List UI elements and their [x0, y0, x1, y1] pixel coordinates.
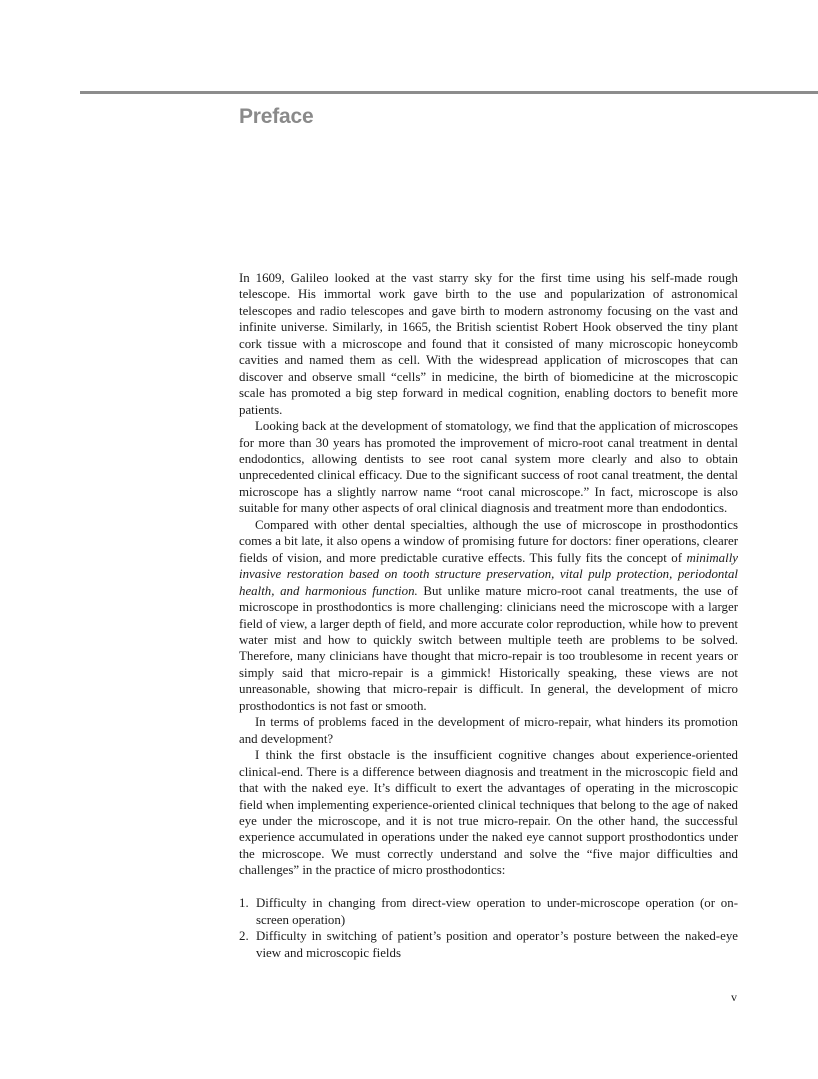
list-item-number: 2.: [239, 929, 249, 944]
paragraph-2: Looking back at the development of stomatology, we find that the application of microscopes for more than 30 years has promoted the improvement of micro-root canal treatment in dental endodontics, allowing dentists to see root canal system more clearly and also to obtain unprecedented clinical efficacy. Due to the significant success of root canal treatment, the dental microscope has a slightly narrow name “root canal microscope.” In fact, microscope is also suitable for many other aspects of oral clinical diagnosis and treatment more than endodontics.: [239, 419, 738, 516]
paragraph-3-start: Compared with other dental specialties, although the use of microscope in prosthodontics comes a bit late, it also opens a window of promising future for doctors: finer operations, clearer fields of vision, and more predictable curative effects. This fully fits the concept of: [239, 517, 738, 565]
list-item: [239, 928, 738, 961]
paragraph-3-end: But unlike mature micro-root canal treatments, the use of microscope in prosthodontics is more challenging: clinicians need the microscope with a larger field of view, a larger depth of field, and more accurate color reproduction, while how to prevent water mist and how to quickly switch between multiple teeth are problems to be solved. Therefore, many clinicians have thought that micro-repair is too troublesome in recent years or simply said that micro-repair is a gimmick! Historically speaking, these views are not unreasonable, showing that micro-repair is difficult. In general, the development of micro prosthodontics is not fast or smooth.: [239, 583, 738, 713]
paragraph-1: In 1609, Galileo looked at the vast starry sky for the first time using his self-made rough telescope. His immortal work gave birth to the use and popularization of astronomical telescopes and radio telescopes and gave birth to modern astronomy focusing on the vast and infinite universe. Similarly, in 1665, the British scientist Robert Hook observed the tiny plant cork tissue with a microscope and found that it consisted of many microscopic honeycomb cavities and named them as cell. With the widespread application of microscopes that can discover and observe small “cells” in medicine, the birth of biomedicine at the microscopic scale has promoted a big step forward in medical cognition, enabling doctors to benefit more patients.: [239, 271, 738, 417]
list-item-text: Difficulty in changing from direct-view operation to under-microscope operation (or on-screen operation): [256, 896, 738, 927]
paragraph-3: [239, 517, 738, 714]
list-item-text: Difficulty in switching of patient’s position and operator’s posture between the naked-eye view and microscopic fields: [256, 929, 738, 960]
paragraph-4: In terms of problems faced in the development of micro-repair, what hinders its promotion and development?: [239, 715, 738, 746]
body-text: [239, 270, 738, 961]
paragraph-3-italic: minimally invasive restoration based on tooth structure preservation, vital pulp protection, periodontal health, and harmonious function.: [239, 550, 738, 598]
list-item-number: 1.: [239, 896, 249, 911]
paragraph-5: I think the first obstacle is the insufficient cognitive changes about experience-oriented clinical-end. There is a difference between diagnosis and treatment in the microscopic field and that with the naked eye. It’s difficult to exert the advantages of operating in the microscopic field when implementing experience-oriented clinical techniques that belong to the age of naked eye under the microscope, and it is not true micro-repair. On the other hand, the successful experience accumulated in operations under the naked eye cannot support prosthodontics under the microscope. We must correctly understand and solve the “five major difficulties and challenges” in the practice of micro prosthodontics:: [239, 748, 738, 878]
list-item: [239, 895, 738, 928]
top-rule: [80, 91, 818, 94]
difficulties-list: [239, 895, 738, 961]
page-title: Preface: [239, 105, 314, 128]
page-number: v: [731, 990, 737, 1004]
